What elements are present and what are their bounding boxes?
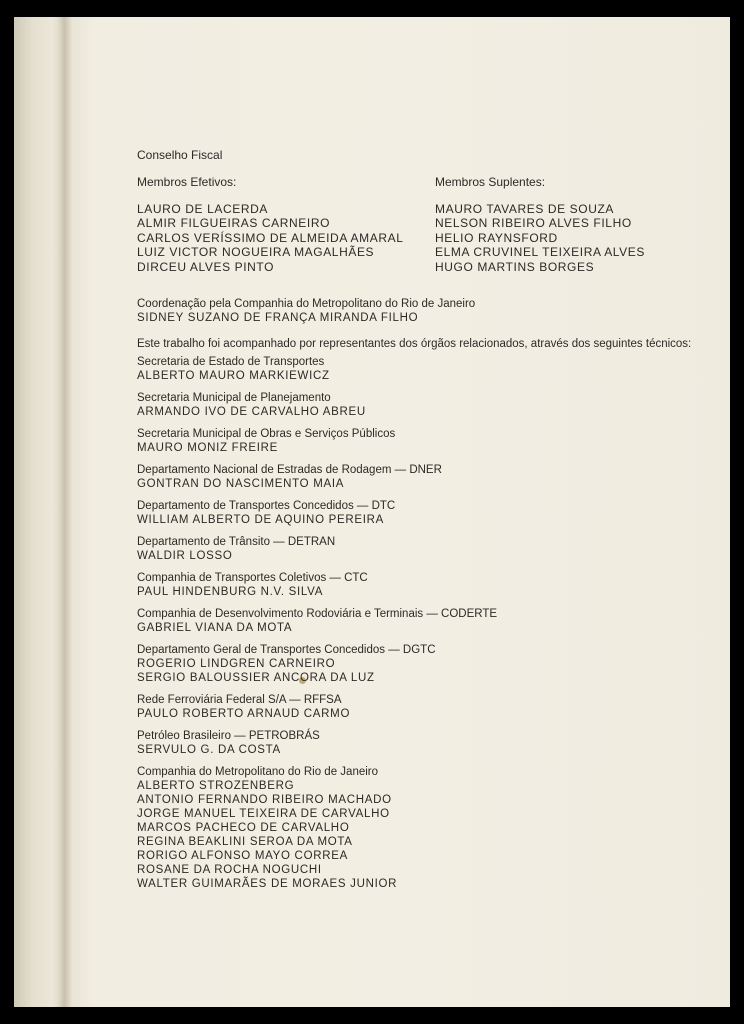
book-spine-shadow: [58, 17, 72, 1007]
member-name: NELSON RIBEIRO ALVES FILHO: [435, 216, 632, 231]
org-member-name: ALBERTO STROZENBERG: [137, 780, 295, 792]
org-label: Departamento de Trânsito — DETRAN: [137, 536, 336, 548]
org-member-name: WALDIR LOSSO: [137, 550, 233, 562]
coordination-block: [137, 297, 697, 325]
org-member-name: PAUL HINDENBURG N.V. SILVA: [137, 586, 324, 598]
org-block: [137, 643, 697, 685]
coordination-label: Coordenação pela Companhia do Metropolitano do Rio de Janeiro: [137, 298, 476, 310]
member-name: HELIO RAYNSFORD: [435, 230, 558, 245]
org-label: Companhia do Metropolitano do Rio de Janeiro: [137, 766, 379, 778]
org-member-name: SERVULO G. DA COSTA: [137, 744, 281, 756]
org-member-name: ALBERTO MAURO MARKIEWICZ: [137, 370, 330, 382]
member-name: LAURO DE LACERDA: [137, 202, 268, 216]
organizations-list: [137, 355, 697, 891]
org-member-name: ROSANE DA ROCHA NOGUCHI: [137, 864, 322, 876]
section-title: Conselho Fiscal: [137, 148, 223, 162]
member-name: ELMA CRUVINEL TEIXEIRA ALVES: [435, 245, 645, 260]
org-member-name: WILLIAM ALBERTO DE AQUINO PEREIRA: [137, 514, 384, 526]
document-page: [14, 17, 730, 1007]
org-member-name: MAURO MONIZ FREIRE: [137, 442, 279, 454]
efetivos-list: [137, 202, 403, 274]
org-block: [137, 693, 697, 721]
org-block: [137, 535, 697, 563]
member-name: CARLOS VERÍSSIMO DE ALMEIDA AMARAL: [137, 230, 404, 245]
suplentes-column: [435, 175, 645, 274]
org-member-name: JORGE MANUEL TEIXEIRA DE CARVALHO: [137, 808, 390, 820]
member-name: LUIZ VICTOR NOGUEIRA MAGALHÃES: [137, 245, 375, 260]
org-label: Companhia de Desenvolvimento Rodoviária e Terminais — CODERTE: [137, 608, 498, 620]
org-label: Departamento de Transportes Concedidos — DTC: [137, 500, 396, 512]
org-member-name: MARCOS PACHECO DE CARVALHO: [137, 822, 350, 834]
org-label: Secretaria de Estado de Transportes: [137, 356, 325, 368]
org-block: [137, 499, 697, 527]
suplentes-list: [435, 202, 645, 274]
org-member-name: ANTONIO FERNANDO RIBEIRO MACHADO: [137, 794, 392, 806]
member-name: HUGO MARTINS BORGES: [435, 259, 595, 274]
org-block: [137, 765, 697, 891]
org-label: Companhia de Transportes Coletivos — CTC: [137, 572, 368, 584]
org-label: Secretaria Municipal de Obras e Serviços Públicos: [137, 428, 396, 440]
org-member-name: ARMANDO IVO DE CARVALHO ABREU: [137, 406, 366, 418]
org-member-name: PAULO ROBERTO ARNAUD CARMO: [137, 708, 351, 720]
org-member-name: SERGIO BALOUSSIER ANCORA DA LUZ: [137, 672, 375, 684]
org-block: [137, 427, 697, 455]
org-block: [137, 391, 697, 419]
org-member-name: GABRIEL VIANA DA MOTA: [137, 622, 293, 634]
org-label: Departamento Geral de Transportes Concedidos — DGTC: [137, 644, 436, 656]
coordinator-name: SIDNEY SUZANO DE FRANÇA MIRANDA FILHO: [137, 312, 419, 324]
efetivos-heading: Membros Efetivos:: [137, 175, 237, 189]
org-label: Departamento Nacional de Estradas de Rodagem — DNER: [137, 464, 442, 476]
member-name: DIRCEU ALVES PINTO: [137, 259, 275, 274]
org-block: [137, 463, 697, 491]
intro-paragraph: Este trabalho foi acompanhado por representantes dos órgãos relacionados, através dos seguintes técnicos:: [137, 338, 692, 350]
member-name: MAURO TAVARES DE SOUZA: [435, 202, 615, 216]
org-block: [137, 607, 697, 635]
org-block: [137, 571, 697, 599]
org-block: [137, 355, 697, 383]
org-label: Secretaria Municipal de Planejamento: [137, 392, 331, 404]
org-member-name: WALTER GUIMARÃES DE MORAES JUNIOR: [137, 878, 398, 890]
org-label: Rede Ferroviária Federal S/A — RFFSA: [137, 694, 342, 706]
page-content: [137, 148, 697, 899]
org-member-name: GONTRAN DO NASCIMENTO MAIA: [137, 478, 345, 490]
members-columns: [137, 175, 697, 297]
org-member-name: RORIGO ALFONSO MAYO CORREA: [137, 850, 348, 862]
org-block: [137, 729, 697, 757]
org-label: Petróleo Brasileiro — PETROBRÁS: [137, 730, 320, 742]
member-name: ALMIR FILGUEIRAS CARNEIRO: [137, 216, 331, 231]
org-member-name: ROGERIO LINDGREN CARNEIRO: [137, 658, 336, 670]
efetivos-column: [137, 175, 403, 274]
suplentes-heading: Membros Suplentes:: [435, 175, 546, 189]
org-member-name: REGINA BEAKLINI SEROA DA MOTA: [137, 836, 353, 848]
